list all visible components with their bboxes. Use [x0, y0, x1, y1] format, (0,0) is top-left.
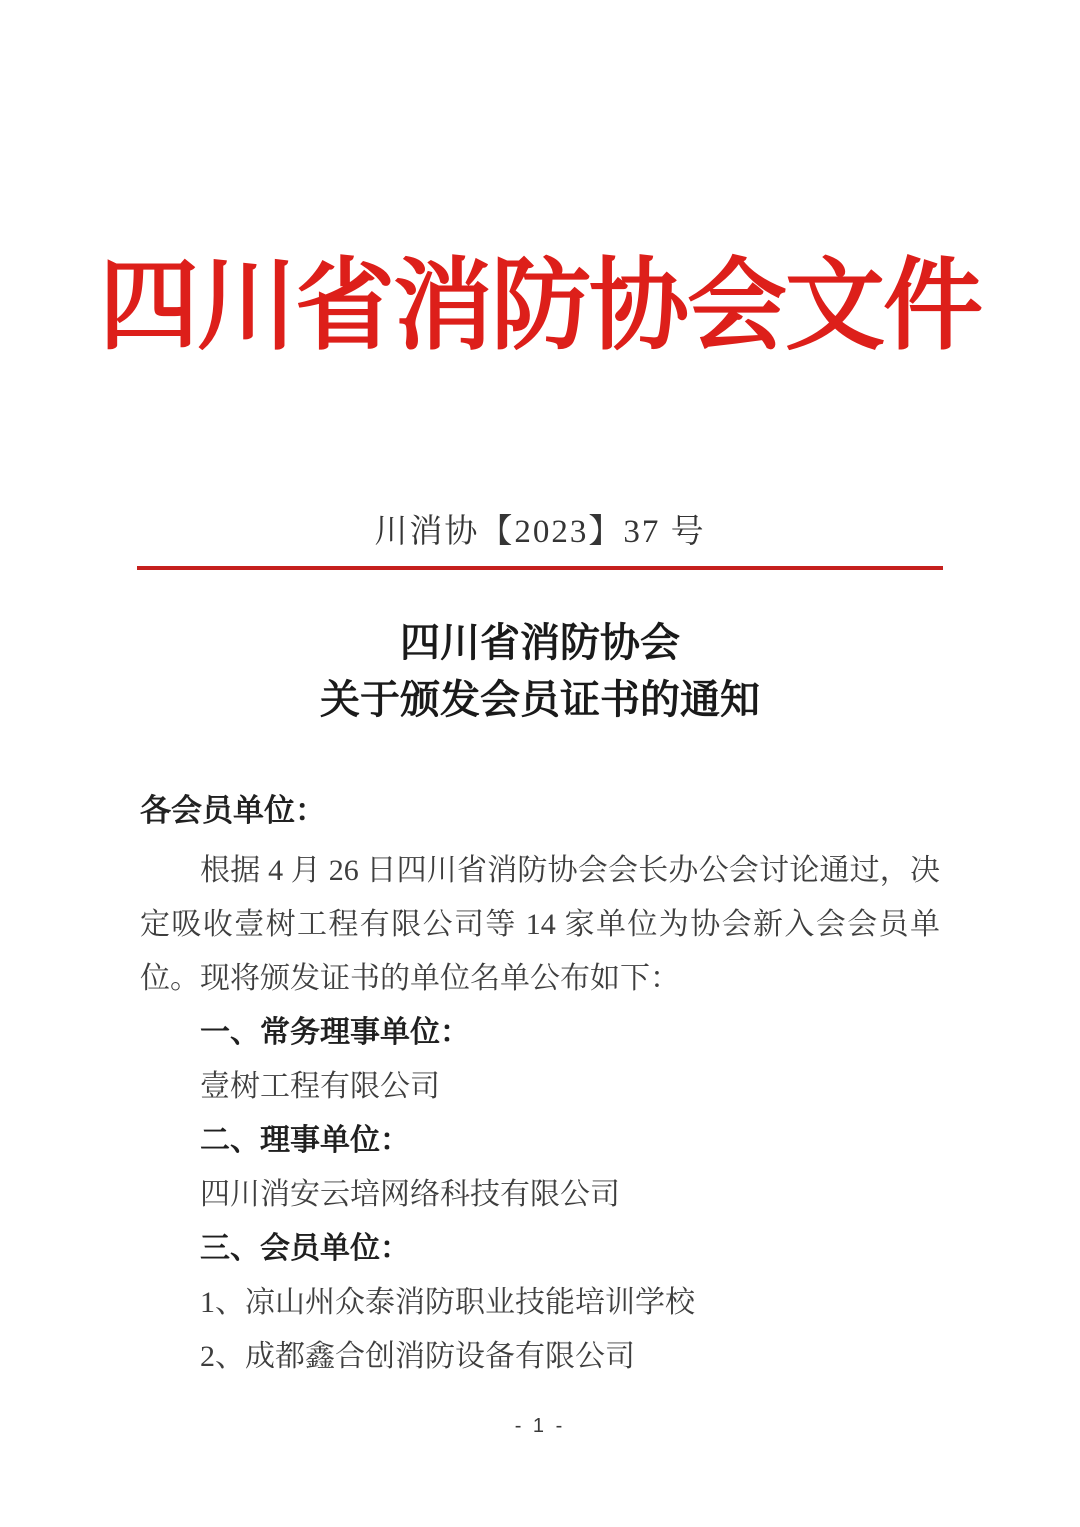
- list-item: 壹树工程有限公司: [200, 1070, 440, 1103]
- intro-paragraph: 根据 4 月 26 日四川省消防协会会长办公会讨论通过，决定吸收壹树工程有限公司等 14 家单位为协会新入会会员单位。现将颁发证书的单位名单公布如下：: [140, 854, 940, 995]
- section-heading-member-units: 三、会员单位：: [200, 1232, 410, 1265]
- masthead-title: 四川省消防协会文件: [99, 251, 981, 362]
- header-divider-line: [137, 566, 943, 570]
- list-item: 2、成都鑫合创消防设备有限公司: [200, 1340, 635, 1373]
- document-number: 川消协【2023】37 号: [374, 514, 706, 550]
- section-heading-executive-director-units: 一、常务理事单位：: [200, 1016, 470, 1049]
- salutation: 各会员单位：: [140, 793, 326, 828]
- section-heading-director-units: 二、理事单位：: [200, 1124, 410, 1157]
- list-item: 1、凉山州众泰消防职业技能培训学校: [200, 1286, 695, 1319]
- notice-title-line1: 四川省消防协会: [400, 620, 680, 665]
- notice-title-line2: 关于颁发会员证书的通知: [320, 677, 760, 722]
- page-number: - 1 -: [514, 1415, 566, 1437]
- document-body: [0, 790, 1080, 1384]
- list-item: 四川消安云培网络科技有限公司: [200, 1178, 620, 1211]
- notice-title: [0, 614, 1080, 728]
